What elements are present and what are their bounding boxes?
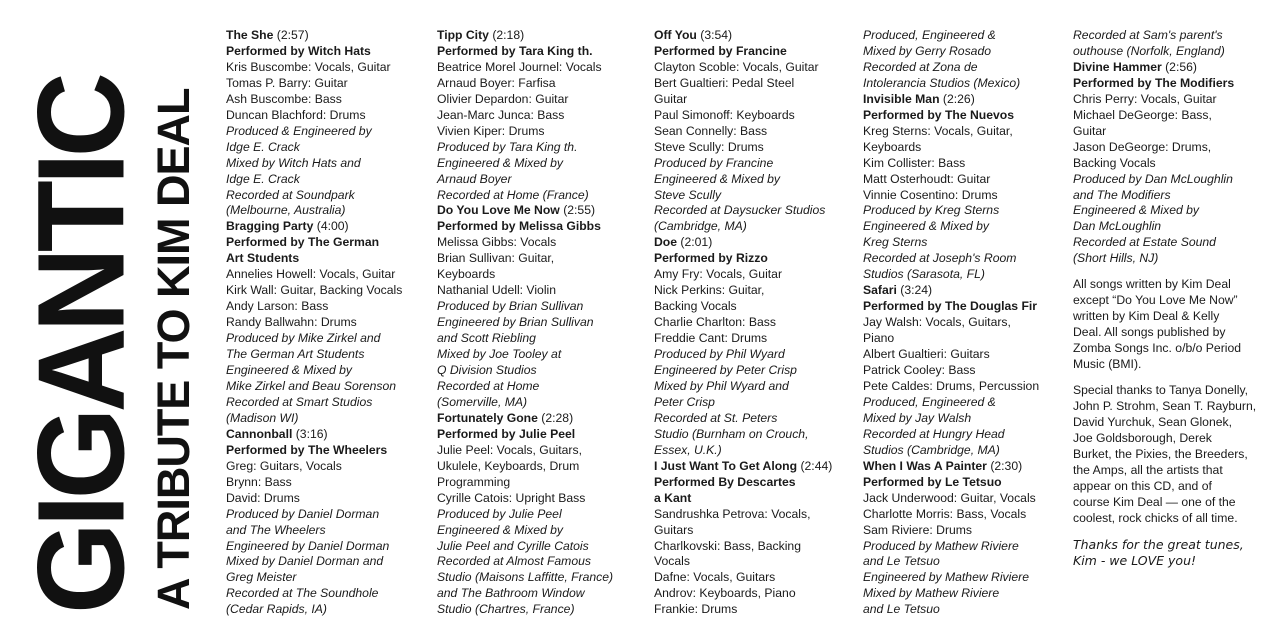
production-note: and Scott Riebling — [437, 331, 536, 346]
production-note: Engineered & Mixed by — [1073, 203, 1200, 218]
credits-column-4 — [863, 28, 1063, 618]
credit-line: Deal. All songs published by — [1073, 325, 1226, 340]
production-note: (Madison WI) — [226, 410, 299, 425]
credit-line: Vivien Kiper: Drums — [437, 123, 545, 138]
credit-line: Brian Sullivan: Guitar, — [437, 251, 555, 266]
credit-line: Kim Collister: Bass — [863, 155, 966, 170]
credit-line: Jack Underwood: Guitar, Vocals — [863, 490, 1036, 505]
credit-line: Pete Caldes: Drums, Percussion — [863, 378, 1040, 393]
credit-line: Randy Ballwahn: Drums — [226, 315, 357, 330]
track-duration: (2:56) — [1165, 59, 1197, 74]
production-note: Produced by Mike Zirkel and — [226, 331, 381, 346]
track-name: Safari — [863, 283, 897, 298]
production-note: Studios (Sarasota, FL) — [863, 267, 985, 282]
credit-line: Androv: Keyboards, Piano — [654, 586, 796, 601]
track-name: Off You — [654, 28, 697, 42]
credit-line: Ash Buscombe: Bass — [226, 91, 342, 106]
production-note: Produced by Daniel Dorman — [226, 506, 380, 521]
credit-line: Matt Osterhoudt: Guitar — [863, 171, 991, 186]
production-note: (Cedar Rapids, IA) — [226, 602, 327, 617]
credit-line: the Amps, all the artists that — [1073, 462, 1223, 477]
credit-line: written by Kim Deal & Kelly — [1073, 309, 1220, 324]
credit-line: Backing Vocals — [654, 299, 737, 314]
production-note: Recorded at Smart Studios — [226, 394, 373, 409]
performer-line: Performed by The Modifiers — [1073, 75, 1235, 90]
credit-line: Arnaud Boyer: Farfisa — [437, 75, 556, 90]
credit-line: Jason DeGeorge: Drums, — [1073, 139, 1212, 154]
track-title — [863, 459, 1063, 475]
credit-line: John P. Strohm, Sean T. Rayburn, — [1073, 398, 1257, 413]
credit-line: except “Do You Love Me Now” — [1073, 293, 1238, 308]
track-duration: (2:28) — [541, 410, 574, 425]
credit-line: Guitars — [654, 522, 694, 537]
performer-line: Performed by Julie Peel — [437, 426, 576, 441]
production-note: Recorded at Estate Sound — [1073, 235, 1216, 250]
track-duration: (3:54) — [700, 28, 733, 42]
credit-line: Dafne: Vocals, Guitars — [654, 570, 776, 585]
track-name: Cannonball — [226, 426, 293, 441]
production-note: Recorded at Home (France) — [437, 187, 589, 202]
track-duration: (3:16) — [295, 426, 328, 441]
credit-line: appear on this CD, and of — [1073, 478, 1212, 493]
credit-line: Nathanial Udell: Violin — [437, 283, 557, 298]
credit-line: Sean Connelly: Bass — [654, 123, 768, 138]
track-duration: (2:44) — [800, 458, 833, 473]
performer-line: Performed by Melissa Gibbs — [437, 219, 601, 234]
performer-line: Performed by Francine — [654, 43, 787, 58]
track-name: Fortunately Gone — [437, 410, 538, 425]
production-note: Peter Crisp — [654, 394, 715, 409]
credit-line: Olivier Depardon: Guitar — [437, 91, 569, 106]
credit-line: Julie Peel: Vocals, Guitars, — [437, 442, 582, 457]
credits-column-1 — [226, 28, 426, 618]
production-note: Mixed by Jay Walsh — [863, 410, 972, 425]
production-note: Engineered & Mixed by — [654, 171, 781, 186]
credit-line: Frankie: Drums — [654, 602, 738, 617]
credit-line: Patrick Cooley: Bass — [863, 363, 976, 378]
production-note: Studio (Chartres, France) — [437, 602, 575, 617]
production-note: (Short Hills, NJ) — [1073, 251, 1159, 266]
credit-line: Chris Perry: Vocals, Guitar — [1073, 91, 1217, 106]
track-name: Bragging Party — [226, 219, 314, 234]
credit-line: Brynn: Bass — [226, 474, 292, 489]
production-note: Mixed by Witch Hats and — [226, 155, 361, 170]
production-note: Engineered & Mixed by — [226, 363, 353, 378]
track-duration: (2:01) — [680, 235, 713, 250]
credit-line: Kirk Wall: Guitar, Backing Vocals — [226, 283, 403, 298]
credit-line: Jean-Marc Junca: Bass — [437, 107, 565, 122]
production-note: Produced by Mathew Riviere — [863, 538, 1019, 553]
production-note: Produced by Dan McLoughlin — [1073, 171, 1233, 186]
credit-line: Steve Scully: Drums — [654, 139, 764, 154]
credit-line: Sandrushka Petrova: Vocals, — [654, 506, 811, 521]
track-name: Do You Love Me Now — [437, 203, 560, 218]
credit-line: Piano — [863, 331, 895, 346]
production-note: and The Bathroom Window — [437, 586, 585, 601]
production-note: Kreg Sterns — [863, 235, 928, 250]
production-note: Mixed by Joe Tooley at — [437, 347, 562, 362]
credit-line: Joe Goldsborough, Derek — [1073, 430, 1212, 445]
credit-line: Charlie Charlton: Bass — [654, 315, 776, 330]
production-note: Mixed by Mathew Riviere — [863, 586, 1000, 601]
performer-line: Performed by The Wheelers — [226, 442, 388, 457]
credit-line: Guitar — [1073, 123, 1107, 138]
credits-column-2 — [437, 28, 637, 618]
track-duration: (4:00) — [316, 219, 349, 234]
track-duration: (2:18) — [492, 28, 525, 42]
handwritten-note: Kim - we LOVE you! — [1073, 552, 1197, 568]
production-note: Mike Zirkel and Beau Sorenson — [226, 378, 397, 393]
production-note: Mixed by Daniel Dorman and — [226, 554, 384, 569]
credit-line: Nick Perkins: Guitar, — [654, 283, 765, 298]
credit-line: Clayton Scoble: Vocals, Guitar — [654, 59, 819, 74]
track-name: I Just Want To Get Along — [654, 458, 798, 473]
credit-line: Greg: Guitars, Vocals — [226, 458, 342, 473]
production-note: Engineered & Mixed by — [437, 522, 564, 537]
credit-line: Beatrice Morel Journel: Vocals — [437, 59, 602, 74]
production-note: Produced & Engineered by — [226, 123, 372, 138]
credit-line: Ukulele, Keyboards, Drum — [437, 458, 580, 473]
production-note: Produced, Engineered & — [863, 28, 996, 42]
production-note: Mixed by Gerry Rosado — [863, 43, 992, 58]
spacer — [1073, 267, 1273, 277]
performer-line: Performed by The German — [226, 235, 380, 250]
production-note: Recorded at The Soundhole — [226, 586, 379, 601]
credit-line: Special thanks to Tanya Donelly, — [1073, 383, 1249, 398]
production-note: and The Wheelers — [226, 522, 326, 537]
track-name: When I Was A Painter — [863, 458, 987, 473]
performer-line: Performed By Descartes — [654, 474, 796, 489]
production-note: Julie Peel and Cyrille Catois — [437, 538, 589, 553]
performer-line: Art Students — [226, 251, 300, 266]
credit-line: Andy Larson: Bass — [226, 299, 329, 314]
credit-line: Paul Simonoff: Keyboards — [654, 107, 795, 122]
credit-line: Vocals — [654, 554, 690, 569]
track-title — [226, 28, 426, 44]
production-note: Recorded at Almost Famous — [437, 554, 591, 569]
production-note: Recorded at Hungry Head — [863, 426, 1005, 441]
credit-line: Vinnie Cosentino: Drums — [863, 187, 998, 202]
track-duration: (2:26) — [942, 91, 975, 106]
production-note: Recorded at Daysucker Studios — [654, 203, 826, 218]
production-note: Produced by Francine — [654, 155, 774, 170]
credit-line: Sam Riviere: Drums — [863, 522, 973, 537]
credit-line: Backing Vocals — [1073, 155, 1156, 170]
track-title — [226, 219, 426, 235]
credit-line: Tomas P. Barry: Guitar — [226, 75, 348, 90]
track-title — [654, 459, 854, 475]
performer-line: a Kant — [654, 490, 692, 505]
production-note: Intolerancia Studios (Mexico) — [863, 75, 1021, 90]
production-note: The German Art Students — [226, 347, 365, 362]
production-note: Engineered by Mathew Riviere — [863, 570, 1029, 585]
production-note: Idge E. Crack — [226, 139, 300, 154]
credit-line: Melissa Gibbs: Vocals — [437, 235, 557, 250]
credit-line: Charlotte Morris: Bass, Vocals — [863, 506, 1027, 521]
track-name: Invisible Man — [863, 91, 940, 106]
credit-line: Duncan Blachford: Drums — [226, 107, 366, 122]
production-note: (Melbourne, Australia) — [226, 203, 346, 218]
credit-line: Jay Walsh: Vocals, Guitars, — [863, 315, 1011, 330]
production-note: (Somerville, MA) — [437, 394, 528, 409]
production-note: and Le Tetsuo — [863, 602, 940, 617]
production-note: Produced by Kreg Sterns — [863, 203, 1000, 218]
production-note: outhouse (Norfolk, England) — [1073, 43, 1225, 58]
performer-line: Performed by The Douglas Fir — [863, 299, 1038, 314]
credit-line: Bert Gualtieri: Pedal Steel — [654, 75, 795, 90]
credit-line: Keyboards — [863, 139, 922, 154]
production-note: Dan McLoughlin — [1073, 219, 1162, 234]
credit-line: coolest, rock chicks of all time. — [1073, 510, 1238, 525]
spacer — [1073, 527, 1273, 537]
production-note: Produced by Julie Peel — [437, 506, 562, 521]
credit-line: Annelies Howell: Vocals, Guitar — [226, 267, 396, 282]
album-title: GIGANTIC — [12, 77, 152, 614]
production-note: Arnaud Boyer — [437, 171, 512, 186]
credit-line: All songs written by Kim Deal — [1073, 277, 1231, 292]
track-name: Tipp City — [437, 28, 489, 42]
production-note: Essex, U.K.) — [654, 442, 722, 457]
track-title — [437, 28, 637, 44]
credit-line: Kris Buscombe: Vocals, Guitar — [226, 59, 391, 74]
credit-line: Michael DeGeorge: Bass, — [1073, 107, 1212, 122]
track-title — [863, 92, 1063, 108]
performer-line: Performed by Rizzo — [654, 251, 768, 266]
production-note: Steve Scully — [654, 187, 722, 202]
production-note: Recorded at Sam's parent's — [1073, 28, 1223, 42]
credit-line: Burket, the Pixies, the Breeders, — [1073, 446, 1248, 461]
credit-line: Freddie Cant: Drums — [654, 331, 768, 346]
track-name: Doe — [654, 235, 678, 250]
credit-line: Charlkovski: Bass, Backing — [654, 538, 801, 553]
production-note: Recorded at Zona de — [863, 59, 978, 74]
production-note: Idge E. Crack — [226, 171, 300, 186]
performer-line: Performed by Witch Hats — [226, 43, 371, 58]
credit-line: Guitar — [654, 91, 688, 106]
track-title — [1073, 60, 1273, 76]
production-note: Studios (Cambridge, MA) — [863, 442, 1000, 457]
credit-line: David: Drums — [226, 490, 300, 505]
performer-line: Performed by Tara King th. — [437, 43, 593, 58]
production-note: Studio (Burnham on Crouch, — [654, 426, 809, 441]
credit-line: Kreg Sterns: Vocals, Guitar, — [863, 123, 1013, 138]
track-name: The She — [226, 28, 274, 42]
album-subtitle: A TRIBUTE TO KIM DEAL — [148, 88, 199, 610]
production-note: Produced by Phil Wyard — [654, 347, 785, 362]
production-note: Engineered by Daniel Dorman — [226, 538, 390, 553]
handwritten-note: Thanks for the great tunes, — [1073, 536, 1244, 552]
credits-column-5 — [1073, 28, 1273, 569]
credit-line: Programming — [437, 474, 511, 489]
production-note: Studio (Maisons Laffitte, France) — [437, 570, 614, 585]
production-note: Mixed by Phil Wyard and — [654, 378, 789, 393]
production-note: (Cambridge, MA) — [654, 219, 747, 234]
spacer — [1073, 373, 1273, 383]
credit-line: Zomba Songs Inc. o/b/o Period — [1073, 341, 1242, 356]
track-duration: (2:30) — [990, 458, 1023, 473]
track-duration: (2:55) — [563, 203, 596, 218]
track-title — [437, 411, 637, 427]
production-note: and Le Tetsuo — [863, 554, 940, 569]
performer-line: Performed by Le Tetsuo — [863, 474, 1002, 489]
track-name: Divine Hammer — [1073, 59, 1162, 74]
production-note: Greg Meister — [226, 570, 297, 585]
track-title — [863, 283, 1063, 299]
production-note: Recorded at Home — [437, 378, 540, 393]
production-note: Recorded at Soundpark — [226, 187, 355, 202]
track-title — [226, 427, 426, 443]
credit-line: course Kim Deal — one of the — [1073, 494, 1236, 509]
track-title — [437, 203, 637, 219]
production-note: Recorded at St. Peters — [654, 410, 778, 425]
performer-line: Performed by The Nuevos — [863, 107, 1015, 122]
credit-line: Music (BMI). — [1073, 357, 1142, 372]
credit-line: Amy Fry: Vocals, Guitar — [654, 267, 782, 282]
track-duration: (2:57) — [276, 28, 309, 42]
production-note: Produced by Tara King th. — [437, 139, 578, 154]
track-title — [654, 235, 854, 251]
spine — [0, 0, 215, 640]
credit-line: Keyboards — [437, 267, 496, 282]
production-note: Engineered by Brian Sullivan — [437, 315, 594, 330]
production-note: Engineered & Mixed by — [863, 219, 990, 234]
production-note: Produced, Engineered & — [863, 394, 996, 409]
production-note: Produced by Brian Sullivan — [437, 299, 584, 314]
credits-column-3 — [654, 28, 854, 618]
credit-line: Albert Gualtieri: Guitars — [863, 347, 990, 362]
track-duration: (3:24) — [900, 283, 933, 298]
track-title — [654, 28, 854, 44]
production-note: Recorded at Joseph's Room — [863, 251, 1017, 266]
production-note: Q Division Studios — [437, 363, 537, 378]
credit-line: David Yurchuk, Sean Glonek, — [1073, 414, 1232, 429]
production-note: Engineered & Mixed by — [437, 155, 564, 170]
production-note: Engineered by Peter Crisp — [654, 363, 797, 378]
production-note: and The Modifiers — [1073, 187, 1171, 202]
credit-line: Cyrille Catois: Upright Bass — [437, 490, 586, 505]
